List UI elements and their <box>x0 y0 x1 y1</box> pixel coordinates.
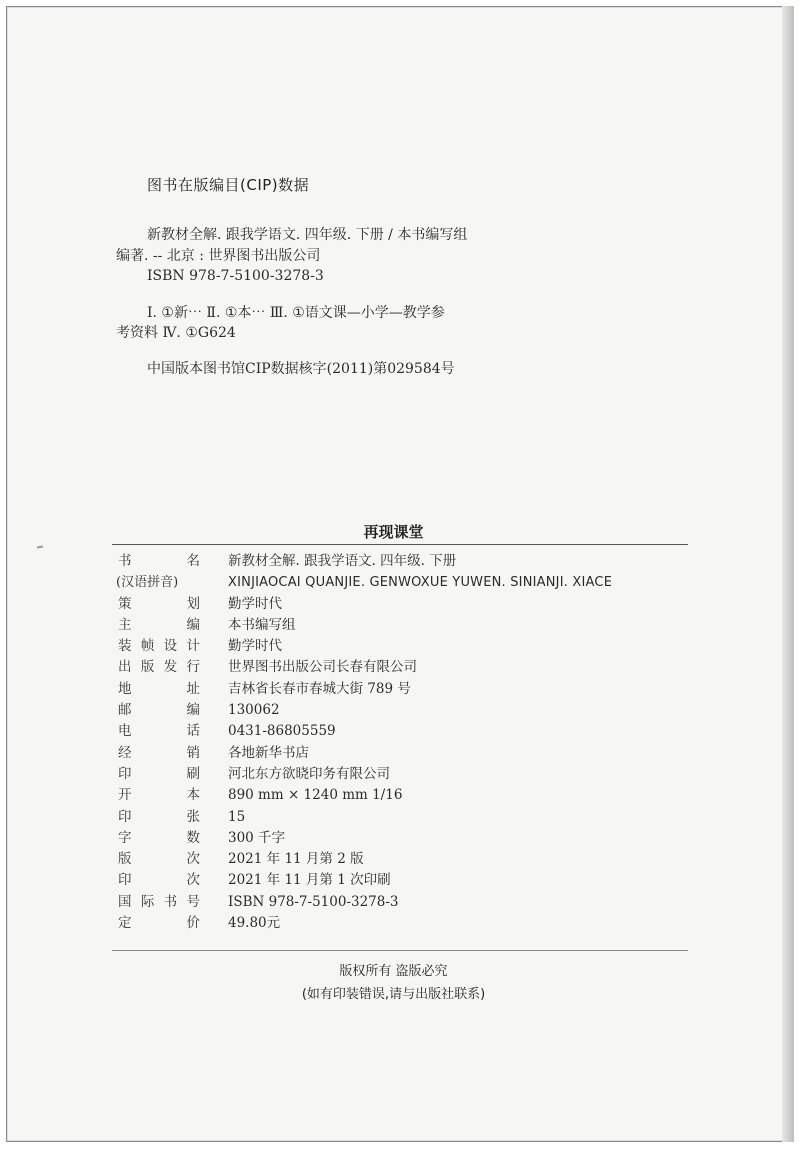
colophon-row <box>112 892 688 913</box>
row-value: ISBN 978-7-5100-3278-3 <box>228 893 399 910</box>
colophon-row <box>112 785 688 806</box>
colophon-row <box>112 743 688 764</box>
cip-line-6: 中国版本图书馆CIP数据核字(2011)第029584号 <box>147 361 455 377</box>
row-value: XINJIAOCAI QUANJIE. GENWOXUE YUWEN. SINIANJI. XIACE <box>228 575 613 591</box>
row-value: 本书编写组 <box>228 616 296 633</box>
row-label: 定 价 <box>118 915 200 932</box>
row-label: 邮 编 <box>118 702 200 719</box>
row-label: 出 版 发 行 <box>118 659 200 676</box>
colophon-row <box>112 615 688 636</box>
row-label: 地 址 <box>118 680 200 697</box>
row-value: 130062 <box>228 702 280 719</box>
row-value: 勤学时代 <box>228 595 282 612</box>
row-value: 2021 年 11 月第 1 次印刷 <box>228 872 391 889</box>
colophon-row <box>112 700 688 721</box>
row-label: 开 本 <box>118 787 200 804</box>
row-label: 电 话 <box>118 723 200 740</box>
row-value: 世界图书出版公司长春有限公司 <box>228 659 417 676</box>
row-label: 国 际 书 号 <box>118 893 200 910</box>
row-label: 印 刷 <box>118 765 200 782</box>
row-label: 字 数 <box>118 829 200 846</box>
row-label: 经 销 <box>118 744 200 761</box>
row-value: 河北东方欲晓印务有限公司 <box>228 765 390 782</box>
row-label: 书 名 <box>118 553 200 569</box>
row-value: 890 mm × 1240 mm 1/16 <box>228 787 403 804</box>
cip-line-1: 新教材全解. 跟我学语文. 四年级. 下册 / 本书编写组 <box>147 227 468 243</box>
row-value: 49.80元 <box>228 915 281 932</box>
cip-line-2: 编著. -- 北京 : 世界图书出版公司 <box>116 248 321 264</box>
row-value: 勤学时代 <box>228 638 282 655</box>
colophon-row <box>112 572 688 593</box>
row-label: 策 划 <box>118 595 200 612</box>
colophon-row <box>112 849 688 870</box>
colophon-row <box>112 913 688 934</box>
row-value: 吉林省长春市春城大街 789 号 <box>228 680 411 697</box>
colophon-row <box>112 828 688 849</box>
row-label: 装 帧 设 计 <box>118 638 200 655</box>
row-label: 主 编 <box>118 616 200 633</box>
cip-title: 图书在版编目(CIP)数据 <box>147 176 310 194</box>
colophon-top-rule <box>112 544 688 545</box>
row-value: 300 千字 <box>228 829 286 846</box>
colophon-row <box>112 657 688 678</box>
rights-statement: 版权所有 盗版必究 <box>339 964 448 979</box>
colophon-table <box>112 551 688 934</box>
row-label: 版 次 <box>118 851 200 868</box>
colophon-row <box>112 551 688 572</box>
colophon-row <box>112 721 688 742</box>
colophon-row <box>112 679 688 700</box>
colophon-row <box>112 594 688 615</box>
colophon-bottom-rule <box>112 950 688 951</box>
colophon-row <box>112 764 688 785</box>
colophon-row <box>112 636 688 657</box>
colophon-title: 再现课堂 <box>363 523 424 541</box>
row-value: 新教材全解. 跟我学语文. 四年级. 下册 <box>228 553 457 569</box>
row-value: 2021 年 11 月第 2 版 <box>228 851 364 868</box>
row-label: 印 张 <box>118 808 200 825</box>
row-value: 各地新华书店 <box>228 744 309 761</box>
cip-line-5: 考资料 Ⅳ. ①G624 <box>116 325 236 341</box>
row-label: (汉语拼音) <box>116 575 179 591</box>
cip-line-4: Ⅰ. ①新⋯ Ⅱ. ①本⋯ Ⅲ. ①语文课—小学—教学参 <box>147 305 445 321</box>
row-value: 15 <box>228 808 246 825</box>
row-value: 0431-86805559 <box>228 723 336 740</box>
colophon-row <box>112 807 688 828</box>
colophon-row <box>112 870 688 891</box>
cip-line-3: ISBN 978-7-5100-3278-3 <box>147 268 324 284</box>
row-label: 印 次 <box>118 872 200 889</box>
printing-error-notice: (如有印装错误,请与出版社联系) <box>301 987 486 1002</box>
